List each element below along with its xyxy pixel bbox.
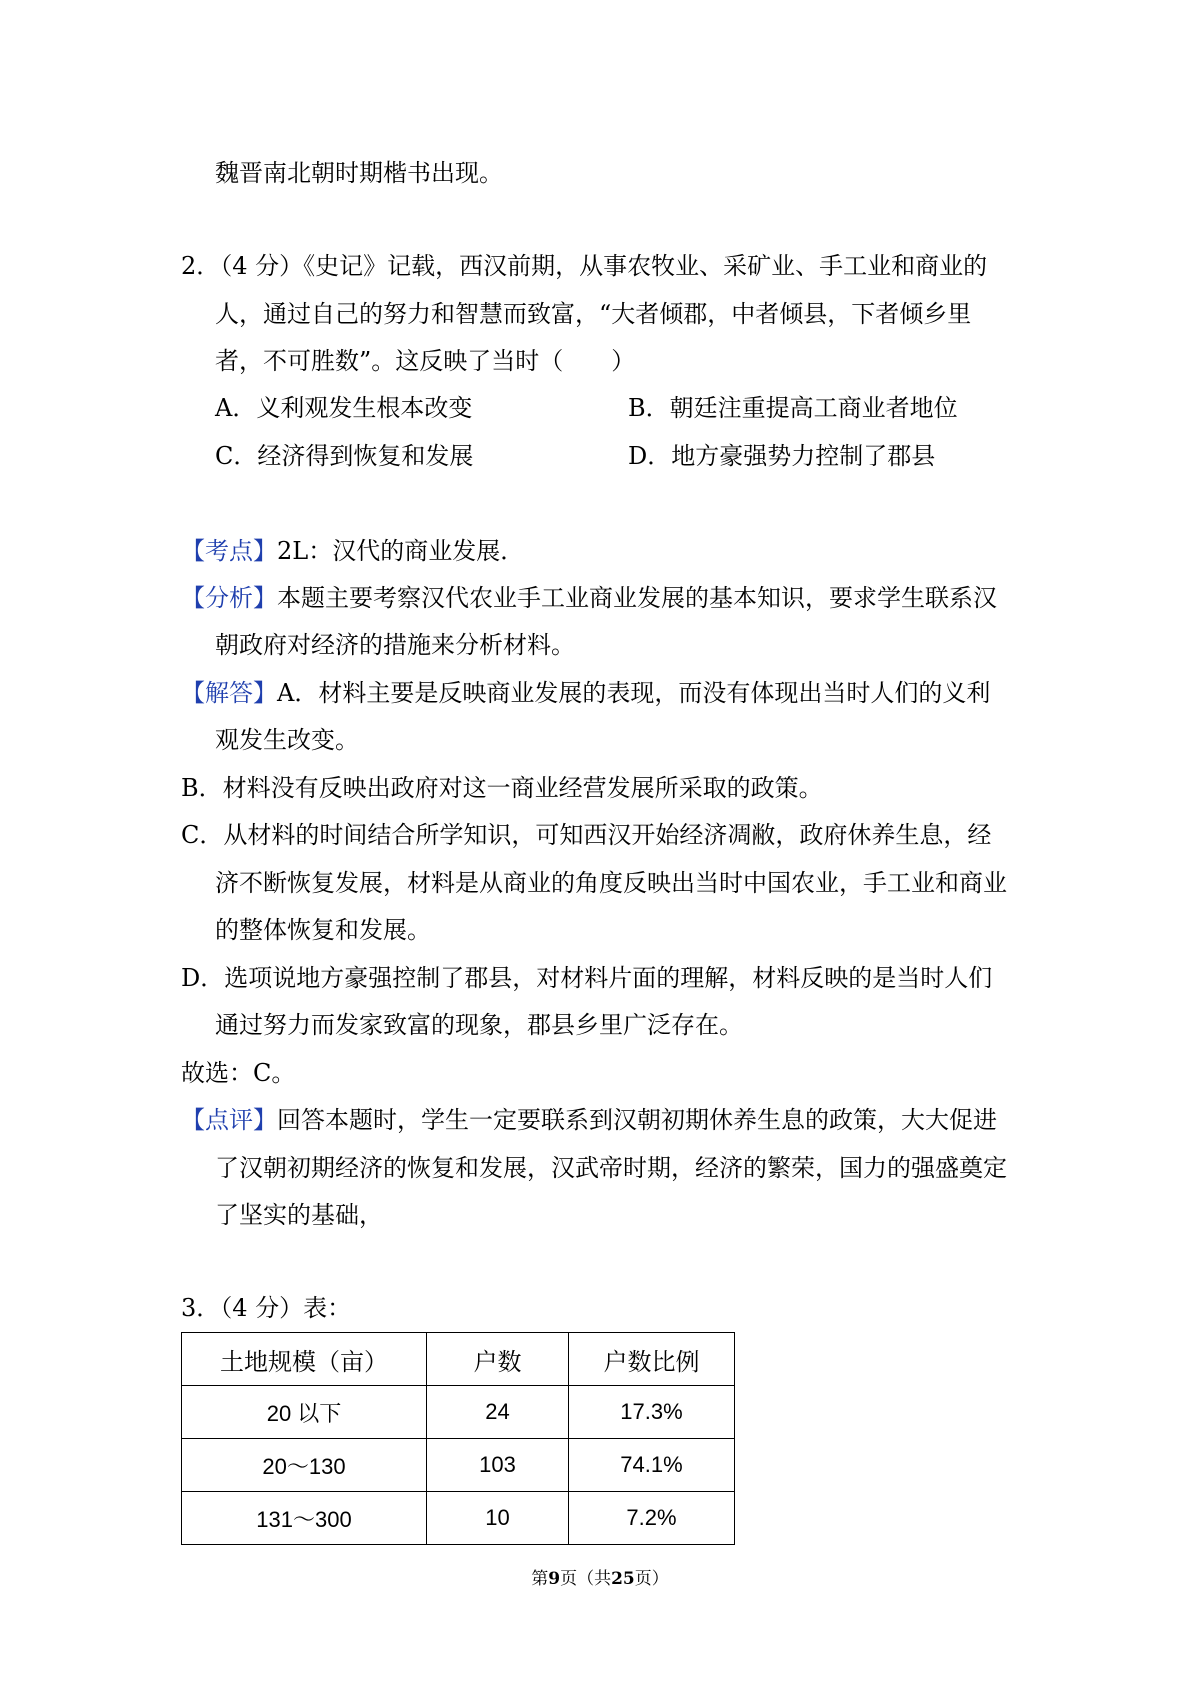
- table-row: [182, 1492, 735, 1545]
- q2-stem-line-3: 者，不可胜数”。这反映了当时（ ）: [215, 347, 636, 375]
- final-answer: 故选：C。: [181, 1059, 296, 1087]
- table-cell: 10: [427, 1492, 569, 1545]
- fenxi-tag: 【分析】: [181, 584, 277, 612]
- table-row: [182, 1386, 735, 1439]
- table-header-cell: 户数: [427, 1333, 569, 1386]
- q2-option-b: B．朝廷注重提高工商业者地位: [628, 394, 958, 422]
- dianping-line-3: 了坚实的基础，: [215, 1201, 383, 1229]
- table-cell: 24: [427, 1386, 569, 1439]
- footer-prefix: 第: [531, 1569, 549, 1589]
- fenxi-text-1: 本题主要考察汉代农业手工业商业发展的基本知识，要求学生联系汉: [277, 584, 997, 612]
- land-table: [181, 1332, 735, 1545]
- fenxi-line-2: 朝政府对经济的措施来分析材料。: [215, 631, 575, 659]
- table-cell: 103: [427, 1439, 569, 1492]
- jieda-line-8: 通过努力而发家致富的现象，郡县乡里广泛存在。: [215, 1011, 743, 1039]
- q2-stem-line-2: 人，通过自己的努力和智慧而致富，“大者倾郡，中者倾县，下者倾乡里: [215, 300, 972, 328]
- dianping-text-1: 回答本题时，学生一定要联系到汉朝初期休养生息的政策，大大促进: [277, 1106, 997, 1134]
- dianping-tag: 【点评】: [181, 1106, 277, 1134]
- jieda-line-7: D．选项说地方豪强控制了郡县，对材料片面的理解，材料反映的是当时人们: [181, 964, 993, 992]
- jieda-line-1: [181, 677, 990, 709]
- page-footer: [0, 1564, 1200, 1589]
- jieda-line-4: C．从材料的时间结合所学知识，可知西汉开始经济凋敝，政府休养生息，经: [181, 821, 992, 849]
- jieda-line-5: 济不断恢复发展，材料是从商业的角度反映出当时中国农业，手工业和商业: [215, 869, 1007, 897]
- table-header-row: [182, 1333, 735, 1386]
- table-header-cell: 户数比例: [569, 1333, 735, 1386]
- table-cell: 74.1%: [569, 1439, 735, 1492]
- intro-text: 魏晋南北朝时期楷书出现。: [215, 159, 503, 187]
- table-cell: 17.3%: [569, 1386, 735, 1439]
- footer-suffix: 页）: [634, 1569, 669, 1589]
- page-number: 9: [548, 1569, 561, 1589]
- table-cell: 131～300: [182, 1492, 427, 1545]
- q2-option-a: A．义利观发生根本改变: [215, 394, 473, 422]
- table-cell: 20～130: [182, 1439, 427, 1492]
- kaodian-text: 2L：汉代的商业发展．: [277, 537, 525, 565]
- dianping-line-1: [181, 1104, 997, 1136]
- jieda-tag: 【解答】: [181, 679, 277, 707]
- q2-stem-line-1: 2．（4 分）《史记》记载，西汉前期，从事农牧业、采矿业、手工业和商业的: [181, 252, 988, 280]
- table-row: [182, 1439, 735, 1492]
- table-cell: 20 以下: [182, 1386, 427, 1439]
- dianping-line-2: 了汉朝初期经济的恢复和发展，汉武帝时期，经济的繁荣，国力的强盛奠定: [215, 1154, 1007, 1182]
- q3-stem: 3．（4 分）表：: [181, 1294, 352, 1322]
- jieda-line-6: 的整体恢复和发展。: [215, 916, 431, 944]
- q2-option-c: C．经济得到恢复和发展: [215, 442, 474, 470]
- table-header-cell: 土地规模（亩）: [182, 1333, 427, 1386]
- fenxi-line-1: [181, 582, 997, 614]
- footer-middle: 页（共: [560, 1569, 612, 1589]
- table-cell: 7.2%: [569, 1492, 735, 1545]
- q2-option-d: D．地方豪强势力控制了郡县: [628, 442, 936, 470]
- jieda-line-2: 观发生改变。: [215, 726, 359, 754]
- kaodian-tag: 【考点】: [181, 537, 277, 565]
- total-pages: 25: [611, 1569, 635, 1589]
- jieda-text-1: A．材料主要是反映商业发展的表现，而没有体现出当时人们的义利: [277, 679, 991, 707]
- kaodian-line: [181, 535, 524, 567]
- jieda-line-3: B．材料没有反映出政府对这一商业经营发展所采取的政策。: [181, 774, 823, 802]
